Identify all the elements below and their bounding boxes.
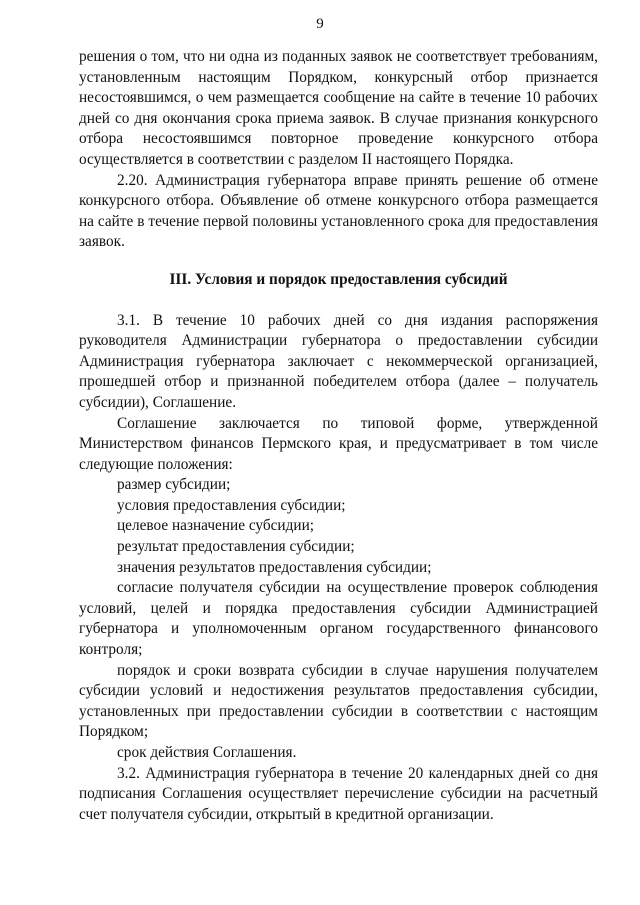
list-item-consent-inspections: согласие получателя субсидии на осуществление проверок соблюдения условий, целей и порядка предоставления субсидии Администрацией губернатора и уполномоченным органом государственного финансового контроля; [79,579,598,659]
paragraph-agreement: Соглашение заключается по типовой форме, утвержденной Министерством финансов Пермского края, и предусматривает в том числе следующие положения: [79,414,598,473]
paragraph-3-2: 3.2. Администрация губернатора в течение 20 календарных дней со дня подписания Соглашения осуществляет перечисление субсидии на расчетный счет получателя субсидии, открытый в кредитной организации. [79,764,598,823]
paragraph-continuation: решения о том, что ни одна из поданных заявок не соответствует требованиям, установленным настоящим Порядком, конкурсный отбор признается несостоявшимся, о чем размещается сообщение на сайте в течение 10 рабочих дней со дня окончания срока приема заявок. В случае признания конкурсного отбора несостоявшимся повторное проведение конкурсного отбора осуществляется в соответствии с разделом II настоящего Порядка. [79,48,598,168]
list-item-agreement-term: срок действия Соглашения. [117,744,297,761]
document-body [79,47,598,825]
list-item-subsidy-amount: размер субсидии; [117,476,231,494]
list-item-refund-procedure: порядок и сроки возврата субсидии в случае нарушения получателем субсидии условий и недостижения результатов предоставления субсидии, установленных при предоставлении субсидии в соответствии с настоящим Порядком; [79,661,598,741]
section-heading: III. Условия и порядок предоставления субсидий [169,270,508,288]
list-item-subsidy-result: результат предоставления субсидии; [117,538,355,556]
list-item-result-values: значения результатов предоставления субсидии; [117,558,432,576]
list-item-subsidy-conditions: условия предоставления субсидии; [117,496,346,514]
page-number: 9 [316,16,324,32]
list-item-subsidy-purpose: целевое назначение субсидии; [117,517,315,535]
paragraph-3-1: 3.1. В течение 10 рабочих дней со дня издания распоряжения руководителя Администрации губернатора о предоставлении субсидии Администрация губернатора заключает с некоммерческой организацией, прошедшей отбор и признанной победителем отбора (далее – получатель субсидии), Соглашение. [79,311,598,411]
paragraph-2-20: 2.20. Администрация губернатора вправе принять решение об отмене конкурсного отбора. Объявление об отмене конкурсного отбора размещается на сайте в течение первой половины установленного срока для предоставления заявок. [79,171,598,251]
